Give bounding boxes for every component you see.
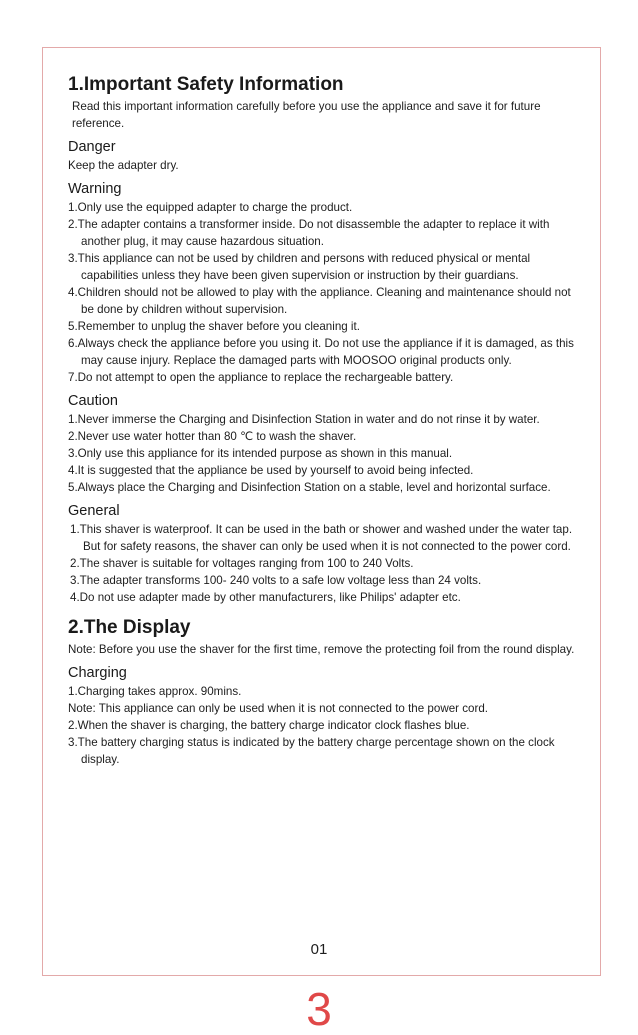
caution-item: 4.It is suggested that the appliance be used by yourself to avoid being infected. [68, 464, 474, 477]
danger-heading: Danger [68, 139, 116, 155]
sheet-number: 3 [306, 983, 332, 1035]
document-content [68, 72, 583, 768]
general-item: 1.This shaver is waterproof. It can be used in the bath or shower and washed under the water tap. But for safety reasons, the shaver can only be used when it is not connected to the power cord. [70, 523, 573, 553]
danger-text: Keep the adapter dry. [68, 159, 179, 172]
page-number: 01 [310, 941, 328, 958]
warning-item: 6.Always check the appliance before you using it. Do not use the appliance if it is damaged, as this may cause injury. Replace the damaged parts with MOOSOO original products only. [68, 337, 574, 367]
general-item: 2.The shaver is suitable for voltages ranging from 100 to 240 Volts. [70, 557, 414, 570]
warning-item: 4.Children should not be allowed to play with the appliance. Cleaning and maintenance should not be done by children without supervision. [68, 286, 571, 316]
general-heading: General [68, 503, 120, 519]
warning-item: 1.Only use the equipped adapter to charge the product. [68, 201, 353, 214]
caution-item: 1.Never immerse the Charging and Disinfection Station in water and do not rinse it by water. [68, 413, 540, 426]
warning-item: 3.This appliance can not be used by children and persons with reduced physical or mental capabilities unless they have been given supervision or instruction by their guardians. [68, 252, 531, 282]
charging-heading: Charging [68, 665, 127, 681]
charging-item: 1.Charging takes approx. 90mins. [68, 685, 242, 698]
caution-item: 2.Never use water hotter than 80 ℃ to wash the shaver. [68, 430, 357, 443]
caution-heading: Caution [68, 393, 118, 409]
section-title-safety: 1.Important Safety Information [68, 74, 344, 95]
warning-item: 2.The adapter contains a transformer inside. Do not disassemble the adapter to replace it with another plug, it may cause hazardous situation. [68, 218, 550, 248]
warning-item: 5.Remember to unplug the shaver before you cleaning it. [68, 320, 360, 333]
charging-item: Note: This appliance can only be used when it is not connected to the power cord. [68, 702, 488, 715]
general-item: 3.The adapter transforms 100- 240 volts to a safe low voltage less than 24 volts. [70, 574, 482, 587]
section-title-display: 2.The Display [68, 617, 191, 638]
warning-item: 7.Do not attempt to open the appliance to replace the rechargeable battery. [68, 371, 454, 384]
general-item: 4.Do not use adapter made by other manufacturers, like Philips' adapter etc. [70, 591, 461, 604]
charging-item: 3.The battery charging status is indicated by the battery charge percentage shown on the clock display. [68, 736, 555, 766]
display-note: Note: Before you use the shaver for the first time, remove the protecting foil from the round display. [68, 643, 575, 656]
charging-item: 2.When the shaver is charging, the battery charge indicator clock flashes blue. [68, 719, 470, 732]
caution-item: 3.Only use this appliance for its intended purpose as shown in this manual. [68, 447, 453, 460]
warning-heading: Warning [68, 181, 122, 197]
safety-intro: Read this important information carefully before you use the appliance and save it for future reference. [72, 100, 541, 130]
caution-item: 5.Always place the Charging and Disinfection Station on a stable, level and horizontal surface. [68, 481, 551, 494]
